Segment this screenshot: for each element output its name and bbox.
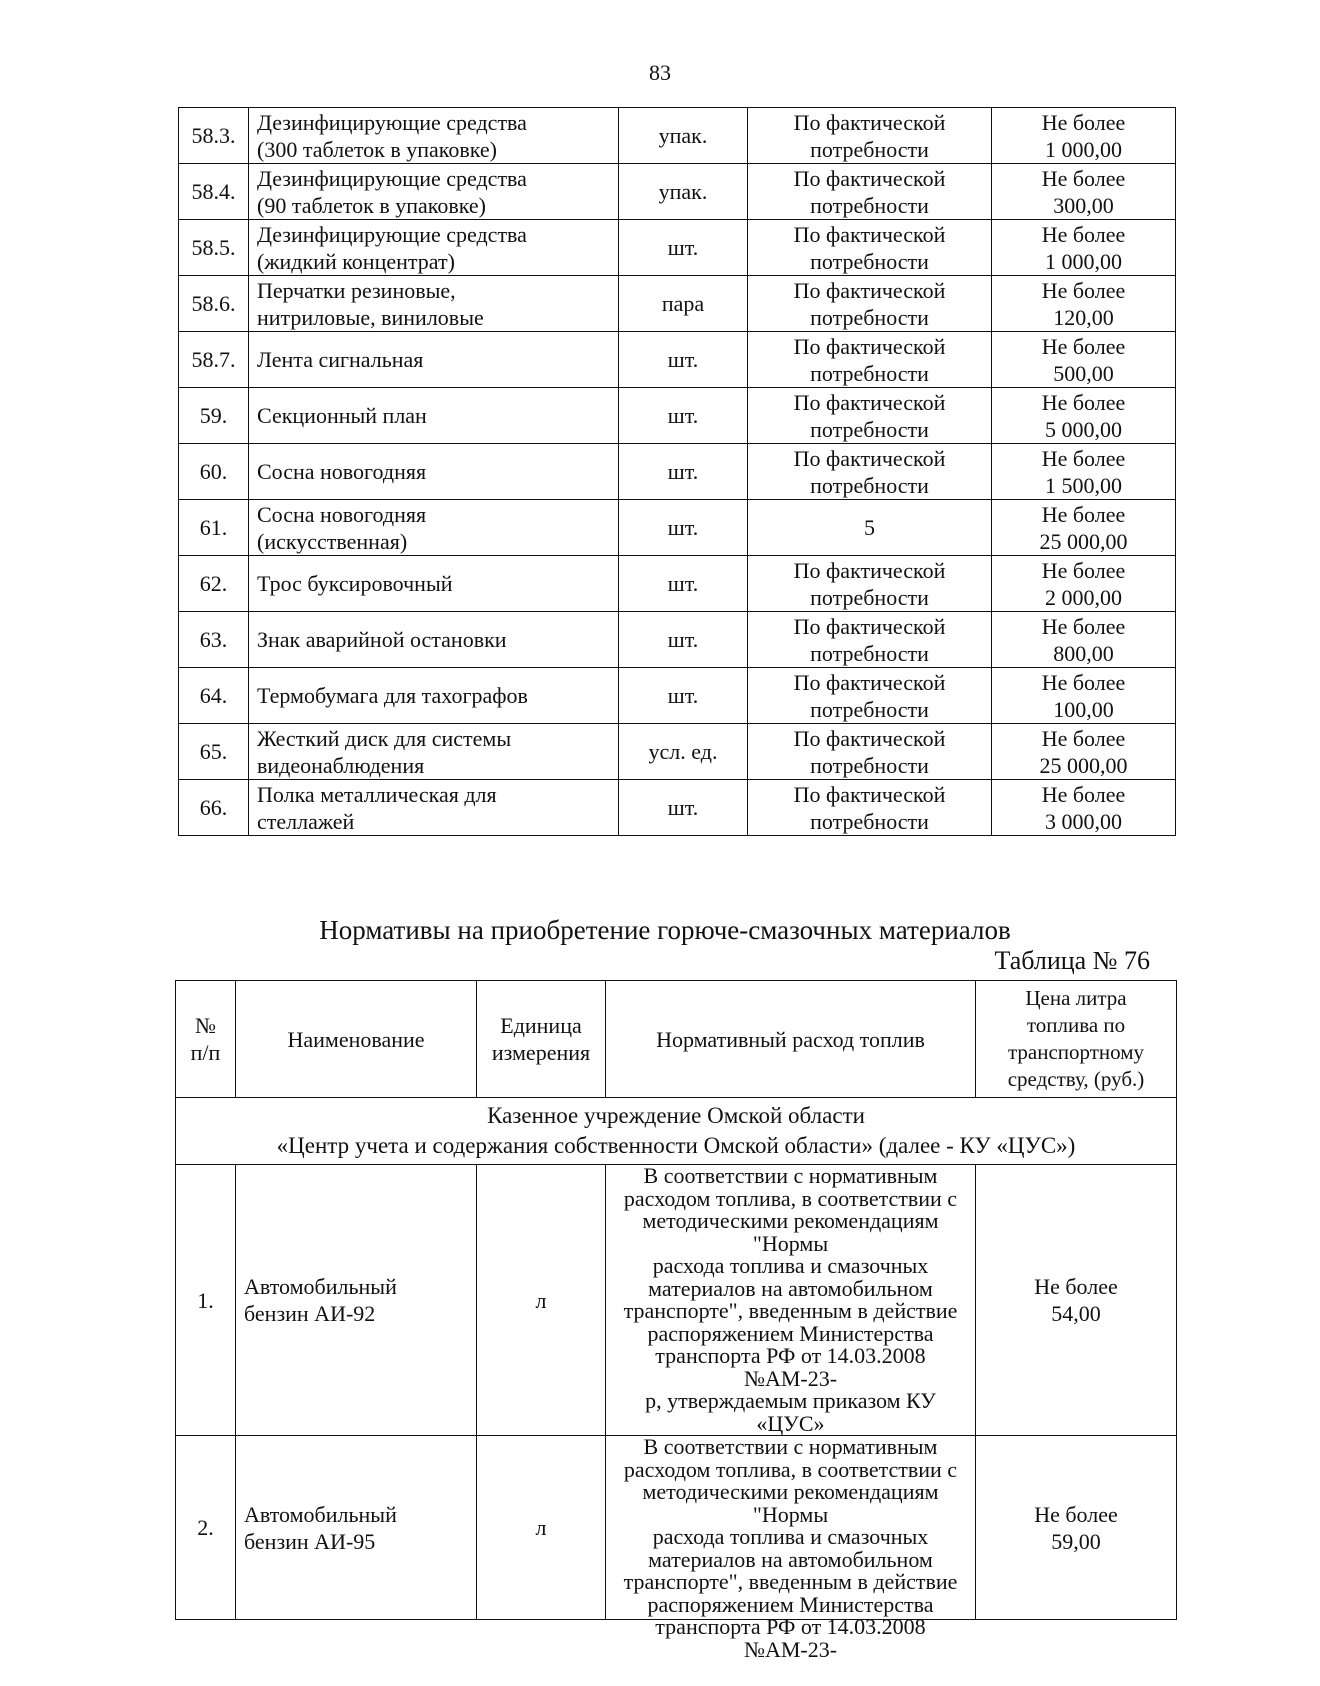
item-quantity-line: потребности [810,696,929,722]
item-price [992,276,1176,332]
item-name-line: Трос буксировочный [257,571,453,596]
item-name [249,388,619,444]
row-number: 62. [179,556,249,612]
table-row [179,724,1176,780]
fuel-norm-line: распоряжением Министерства [647,1320,934,1346]
item-quantity [748,276,992,332]
fuel-price [976,1165,1177,1436]
item-name-line: Дезинфицирующие средства [257,109,527,135]
item-name [249,444,619,500]
group-row [176,1098,1177,1165]
item-quantity-line: По фактической [793,277,946,303]
item-quantity [748,388,992,444]
item-quantity [748,556,992,612]
item-price-line: 2 000,00 [1045,584,1122,610]
item-name [249,780,619,836]
header-norm: Нормативный расход топлив [606,981,976,1098]
item-price-line: Не более [1041,781,1126,807]
item-quantity-line: потребности [810,472,929,498]
fuel-name-line: Автомобильный [244,1501,397,1527]
item-unit: шт. [619,332,748,388]
header-unit-line: измерения [491,1040,591,1065]
item-quantity [748,724,992,780]
fuel-norm-line: В соответствии с нормативным [643,1434,938,1459]
item-unit: шт. [619,556,748,612]
fuel-norm-line: расхода топлива и смазочных [652,1524,929,1549]
item-name [249,164,619,220]
item-unit: шт. [619,444,748,500]
item-quantity-line: 5 [864,515,875,540]
table-row [179,668,1176,724]
item-price [992,668,1176,724]
item-price-line: 120,00 [1053,304,1114,330]
table-row [179,108,1176,164]
row-number: 66. [179,780,249,836]
fuel-name-line: бензин АИ-95 [244,1528,376,1554]
fuel-norm-line: транспорте", введенным в действие [623,1298,958,1323]
header-name: Наименование [236,981,477,1098]
fuel-norm-line: методическими рекомендациям "Нормы [642,1479,939,1527]
item-quantity-line: По фактической [793,557,946,583]
item-price-line: Не более [1041,221,1126,247]
item-name [249,668,619,724]
item-price [992,108,1176,164]
table-row [179,780,1176,836]
item-name-line: Перчатки резиновые, [257,277,456,303]
header-price-line: Цена литра [1025,986,1127,1010]
item-quantity-line: По фактической [793,725,946,751]
item-quantity-line: По фактической [793,109,946,135]
fuel-norm-text [610,1434,971,1662]
item-quantity [748,220,992,276]
item-unit: упак. [619,108,748,164]
item-quantity-line: потребности [810,192,929,218]
item-unit: шт. [619,220,748,276]
item-name-line: Знак аварийной остановки [257,627,507,652]
fuel-name-line: Автомобильный [244,1274,397,1299]
header-price [976,981,1177,1098]
item-name-line: (300 таблеток в упаковке) [257,136,497,162]
table-row [179,500,1176,556]
item-price-line: Не более [1041,725,1126,751]
header-unit-line: Единица [500,1013,582,1038]
item-quantity-line: потребности [810,416,929,442]
header-price-line: топлива по [1026,1013,1126,1037]
header-num-line: № [195,1013,216,1038]
item-name-line: Сосна новогодняя [257,501,427,527]
fuel-norm-line: В соответствии с нормативным [643,1163,938,1188]
row-number: 2. [176,1436,236,1620]
fuel-price-line: 54,00 [1051,1301,1101,1326]
item-price-line: Не более [1041,109,1126,135]
fuel-norm-line: распоряжением Министерства [647,1591,934,1617]
fuel-norm-description [606,1434,976,1662]
item-name-line: стеллажей [257,808,355,834]
item-quantity [748,612,992,668]
item-unit: шт. [619,500,748,556]
item-price-line: 800,00 [1053,640,1114,666]
fuel-norm-line: транспорта РФ от 14.03.2008 №АМ-23- [655,1614,926,1662]
item-price [992,556,1176,612]
item-quantity-line: По фактической [793,445,946,471]
item-quantity [748,164,992,220]
page-number: 83 [649,60,671,85]
item-name-line: Дезинфицирующие средства [257,165,527,191]
item-name-line: нитриловые, виниловые [257,304,484,330]
item-quantity-line: По фактической [793,333,946,359]
item-quantity-line: потребности [810,304,929,330]
item-name-line: Термобумага для тахографов [257,683,528,708]
fuel-norm-line: материалов на автомобильном [648,1275,933,1301]
table-row [176,1436,1177,1620]
item-name [249,500,619,556]
item-price [992,724,1176,780]
item-quantity-line: потребности [810,808,929,834]
item-price-line: 1 000,00 [1045,136,1122,162]
item-price-line: Не более [1041,613,1126,639]
fuel-norm-line: транспорта РФ от 14.03.2008 №АМ-23- [655,1343,926,1391]
item-name [249,332,619,388]
item-name-line: видеонаблюдения [257,752,425,778]
row-number: 63. [179,612,249,668]
item-price [992,388,1176,444]
item-price-line: Не более [1041,165,1126,191]
item-name-line: Полка металлическая для [257,781,497,807]
group-heading-line: Казенное учреждение Омской области [487,1103,865,1128]
fuel-norm-line: материалов на автомобильном [648,1546,933,1572]
item-quantity [748,108,992,164]
row-number: 58.5. [179,220,249,276]
item-unit: шт. [619,388,748,444]
item-price-line: Не более [1041,389,1126,415]
item-name-line: (90 таблеток в упаковке) [257,192,486,218]
item-quantity-line: потребности [810,584,929,610]
item-quantity-line: По фактической [793,165,946,191]
table-row [176,1165,1177,1436]
fuel-name [236,1165,477,1436]
fuel-name [236,1436,477,1620]
item-quantity [748,668,992,724]
item-name-line: (искусственная) [257,528,408,554]
item-price-line: Не более [1041,445,1126,471]
item-price-line: Не более [1041,557,1126,583]
fuel-norm-line: расходом топлива, в соответствии с [623,1185,958,1211]
table-row [179,444,1176,500]
header-num [176,981,236,1098]
item-price [992,612,1176,668]
group-heading-line: «Центр учета и содержания собственности Омской области» (далее - КУ «ЦУС») [276,1133,1076,1158]
item-name-line: (жидкий концентрат) [257,248,455,274]
item-name [249,556,619,612]
table-row [179,612,1176,668]
fuel-norm-description [606,1165,976,1436]
item-quantity [748,444,992,500]
item-price [992,332,1176,388]
fuel-norm-text [610,1165,971,1435]
item-name [249,108,619,164]
item-name [249,276,619,332]
table-row [179,164,1176,220]
item-quantity-line: По фактической [793,613,946,639]
item-name [249,724,619,780]
header-num-line: п/п [190,1040,221,1065]
row-number: 60. [179,444,249,500]
row-number: 58.4. [179,164,249,220]
fuel-name-line: бензин АИ-92 [244,1301,376,1326]
fuel-norm-line: методическими рекомендациям "Нормы [642,1208,939,1256]
item-price-line: Не более [1041,669,1126,695]
item-price-line: 1 000,00 [1045,248,1122,274]
table-row [179,556,1176,612]
table-row [179,220,1176,276]
table-header-row [176,981,1177,1098]
item-quantity-line: По фактической [793,781,946,807]
item-quantity-line: потребности [810,360,929,386]
item-unit: пара [619,276,748,332]
item-unit: упак. [619,164,748,220]
table-row [179,276,1176,332]
item-price-line: 5 000,00 [1045,416,1122,442]
item-price-line: 25 000,00 [1039,752,1128,778]
fuel-unit: л [477,1436,606,1620]
table-number-label: Таблица № 76 [994,946,1150,975]
item-quantity [748,500,992,556]
item-quantity-line: потребности [810,248,929,274]
item-quantity-line: По фактической [793,221,946,247]
row-number: 64. [179,668,249,724]
section-title: Нормативы на приобретение горюче-смазочных материалов [319,915,1011,945]
row-number: 58.6. [179,276,249,332]
item-name [249,612,619,668]
item-unit: шт. [619,668,748,724]
row-number: 58.3. [179,108,249,164]
header-unit [477,981,606,1098]
item-quantity-line: потребности [810,752,929,778]
item-name-line: Дезинфицирующие средства [257,221,527,247]
item-quantity-line: По фактической [793,389,946,415]
fuel-norm-line: расхода топлива и смазочных [652,1253,929,1278]
fuel-norm-line: р, утверждаемым приказом КУ «ЦУС» [645,1388,936,1436]
item-quantity-line: потребности [810,136,929,162]
item-name-line: Жесткий диск для системы [257,725,512,751]
fuel-price [976,1436,1177,1620]
group-heading [176,1098,1177,1165]
item-price-line: Не более [1041,277,1126,303]
header-price-line: средству, (руб.) [1007,1067,1145,1091]
item-name-line: Сосна новогодняя [257,459,427,484]
item-price-line: Не более [1041,333,1126,359]
table-row [179,332,1176,388]
item-price [992,220,1176,276]
norms-table-continued [178,107,1176,836]
item-price-line: 500,00 [1053,360,1114,386]
row-number: 61. [179,500,249,556]
fuel-norms-table [175,980,1177,1662]
item-name-line: Секционный план [257,403,427,428]
item-price-line: Не более [1041,501,1126,527]
item-name-line: Лента сигнальная [257,347,424,372]
item-unit: шт. [619,612,748,668]
item-unit: усл. ед. [619,724,748,780]
item-price [992,444,1176,500]
fuel-price-line: Не более [1034,1274,1118,1299]
item-price-line: 3 000,00 [1045,808,1122,834]
fuel-price-line: 59,00 [1051,1528,1101,1554]
item-price-line: 1 500,00 [1045,472,1122,498]
row-number: 58.7. [179,332,249,388]
item-price [992,780,1176,836]
item-price-line: 100,00 [1053,696,1114,722]
item-name [249,220,619,276]
item-unit: шт. [619,780,748,836]
item-price-line: 300,00 [1053,192,1114,218]
row-number: 59. [179,388,249,444]
fuel-norm-line: расходом топлива, в соответствии с [623,1456,958,1482]
item-quantity [748,332,992,388]
item-quantity-line: потребности [810,640,929,666]
fuel-unit: л [477,1165,606,1436]
item-quantity-line: По фактической [793,669,946,695]
item-price [992,164,1176,220]
table-row [179,388,1176,444]
item-price-line: 25 000,00 [1039,528,1128,554]
item-quantity [748,780,992,836]
row-number: 65. [179,724,249,780]
item-price [992,500,1176,556]
fuel-price-line: Не более [1034,1501,1118,1527]
header-price-line: транспортному [1007,1040,1145,1064]
fuel-norm-line: транспорте", введенным в действие [623,1569,958,1594]
row-number: 1. [176,1165,236,1436]
